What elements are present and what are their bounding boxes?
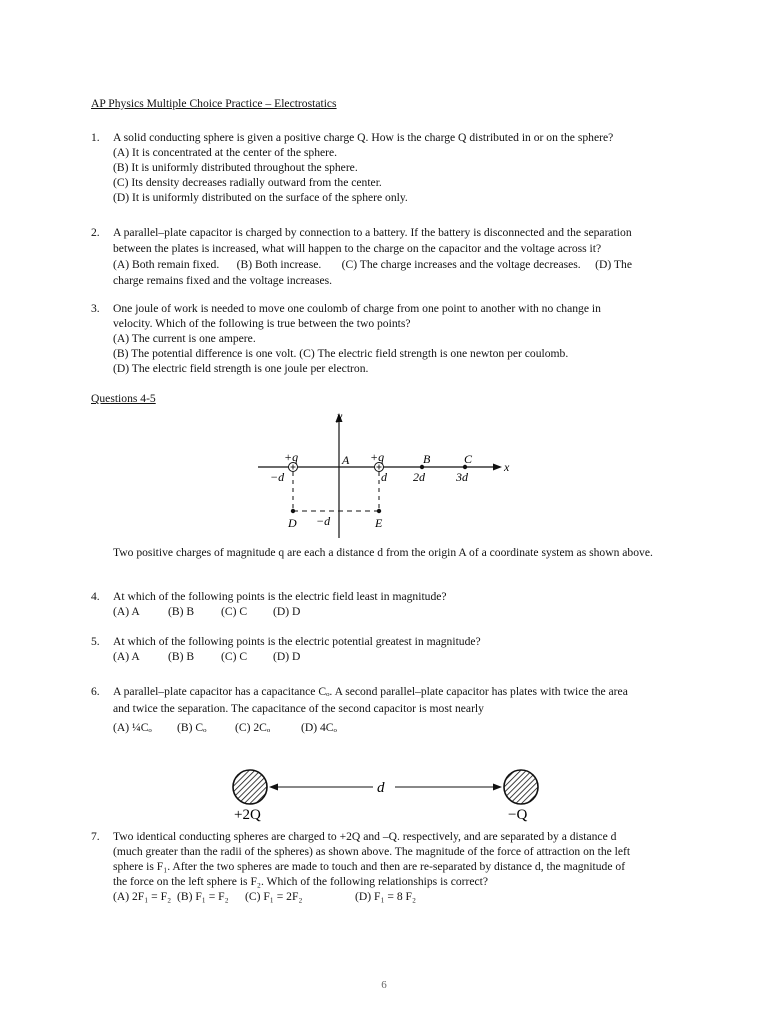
charge-left-label: +q xyxy=(284,450,299,464)
question-text-line: (much greater than the radii of the spheres) as shown above. The magnitude of the force of attraction on the left xyxy=(113,845,631,858)
question-4 xyxy=(91,589,691,619)
arrowhead-right xyxy=(493,784,502,791)
three-d-label: 3d xyxy=(456,470,468,484)
option-b: (B) It is uniformly distributed throughout the sphere. xyxy=(113,161,358,174)
charge-right-label: +q xyxy=(370,450,385,464)
question-stem: At which of the following points is the electric field least in magnitude? xyxy=(113,590,447,603)
question-1 xyxy=(91,130,691,205)
question-text-line: A parallel–plate capacitor has a capacitance Cₒ. A second parallel–plate capacitor has plates with twice the area xyxy=(113,685,628,698)
left-sphere xyxy=(233,770,267,804)
option-c: (C) Its density decreases radially outward from the center. xyxy=(113,176,382,189)
question-7 xyxy=(91,829,691,904)
question-text-line: Two identical conducting spheres are charged to +2Q and –Q. respectively, and are separated by a distance d xyxy=(113,830,617,843)
option-a: (A) A xyxy=(113,605,140,618)
distance-label: d xyxy=(377,780,385,796)
option-a: (A) It is concentrated at the center of the sphere. xyxy=(113,146,338,159)
question-options-line: charge remains fixed and the voltage increases. xyxy=(113,274,333,287)
section-heading: Questions 4-5 xyxy=(91,392,156,405)
option-b: (B) B xyxy=(168,605,195,618)
option-c: (C) C xyxy=(221,605,248,618)
x-axis-arrowhead xyxy=(493,464,502,471)
question-2 xyxy=(91,225,691,289)
question-3 xyxy=(91,301,691,376)
left-charge-label: +2Q xyxy=(234,807,261,823)
coordinate-figure xyxy=(250,405,520,540)
d-label: d xyxy=(381,470,387,484)
option-b: (B) Cₒ xyxy=(177,721,207,734)
question-text-line: velocity. Which of the following is true between the two points? xyxy=(113,317,411,330)
point-a-label: A xyxy=(342,453,350,467)
question-5 xyxy=(91,634,691,664)
question-number: 4. xyxy=(91,590,100,603)
option-c: (C) F₁ = 2F₂ xyxy=(245,890,303,903)
option-d: (D) D xyxy=(273,650,301,663)
option-d: (D) D xyxy=(273,605,301,618)
point-d xyxy=(291,509,295,513)
question-options-line: (A) Both remain fixed. (B) Both increase. (C) The charge increases and the voltage decreases. (D) The xyxy=(113,258,632,271)
x-axis-label: x xyxy=(504,460,510,474)
question-number: 2. xyxy=(91,226,100,239)
option-d: (D) It is uniformly distributed on the surface of the sphere only. xyxy=(113,191,408,204)
arrowhead-left xyxy=(269,784,278,791)
question-text-line: A parallel–plate capacitor is charged by connection to a battery. If the battery is disconnected and the separation xyxy=(113,226,632,239)
two-d-label: 2d xyxy=(413,470,425,484)
point-e xyxy=(377,509,381,513)
neg-d-y-label: −d xyxy=(316,514,331,528)
question-text-line: and twice the separation. The capacitance of the second capacitor is most nearly xyxy=(113,702,484,715)
point-c-label: C xyxy=(464,452,473,466)
options-row xyxy=(113,719,691,736)
options-row xyxy=(113,649,691,664)
y-axis-label: y xyxy=(337,409,343,423)
option-a: (A) The current is one ampere. xyxy=(113,332,256,345)
point-e-label: E xyxy=(375,516,383,530)
option-a: (A) ¼Cₒ xyxy=(113,721,152,734)
question-text-line: the force on the left sphere is F₂. Which of the following relationships is correct? xyxy=(113,875,489,888)
option-b: (B) B xyxy=(168,650,195,663)
option-b: (B) F₁ = F₂ xyxy=(177,890,229,903)
options-row xyxy=(113,604,691,619)
question-number: 6. xyxy=(91,685,100,698)
option-c: (C) C xyxy=(221,650,248,663)
question-number: 7. xyxy=(91,830,100,843)
page-number: 6 xyxy=(381,979,387,991)
question-text-line: sphere is F₁. After the two spheres are made to touch and then are re-separated by distance d, the magnitude of xyxy=(113,860,626,873)
option-a: (A) 2F₁ = F₂ xyxy=(113,890,172,903)
neg-d-x-label: −d xyxy=(270,470,285,484)
option-b-c: (B) The potential difference is one volt. (C) The electric field strength is one newton per coulomb. xyxy=(113,347,569,360)
figure-description: Two positive charges of magnitude q are each a distance d from the origin A of a coordinate system as shown above. xyxy=(113,546,653,559)
right-charge-label: −Q xyxy=(508,807,528,823)
spheres-figure xyxy=(225,760,555,828)
question-number: 3. xyxy=(91,302,100,315)
point-b-label: B xyxy=(423,452,431,466)
question-stem: A solid conducting sphere is given a positive charge Q. How is the charge Q distributed in or on the sphere? xyxy=(113,131,614,144)
right-sphere xyxy=(504,770,538,804)
options-row xyxy=(113,889,691,904)
question-6 xyxy=(91,683,691,736)
option-d: (D) The electric field strength is one joule per electron. xyxy=(113,362,369,375)
option-d: (D) F₁ = 8 F₂ xyxy=(355,890,417,903)
question-number: 1. xyxy=(91,131,100,144)
question-text-line: One joule of work is needed to move one coulomb of charge from one point to another with no change in xyxy=(113,302,601,315)
question-stem: At which of the following points is the electric potential greatest in magnitude? xyxy=(113,635,481,648)
point-d-label: D xyxy=(288,516,297,530)
question-text-line: between the plates is increased, what will happen to the charge on the capacitor and the voltage across it? xyxy=(113,242,602,255)
option-d: (D) 4Cₒ xyxy=(301,721,337,734)
option-c: (C) 2Cₒ xyxy=(235,721,271,734)
question-number: 5. xyxy=(91,635,100,648)
option-a: (A) A xyxy=(113,650,140,663)
page-title: AP Physics Multiple Choice Practice – Electrostatics xyxy=(91,97,337,110)
